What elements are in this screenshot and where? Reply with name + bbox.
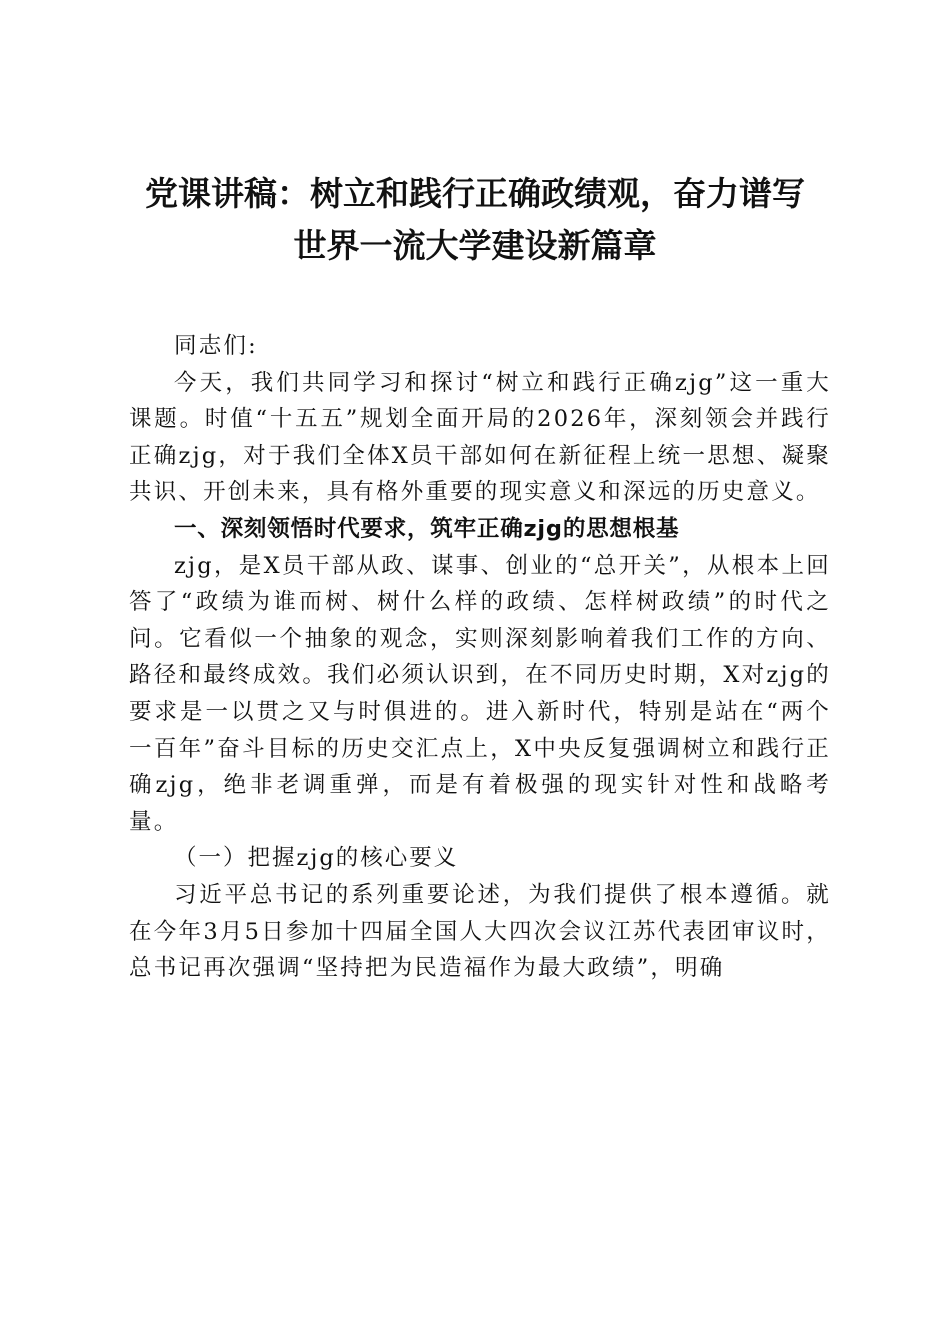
salutation: 同志们:: [174, 333, 258, 359]
document-body: [129, 328, 831, 987]
section-heading-1: 一、深刻领悟时代要求，筑牢正确zjg的思想根基: [174, 515, 680, 542]
paragraph-subsection-1: 习近平总书记的系列重要论述，为我们提供了根本遵循。就在今年3月5日参加十四届全国人大四次会议江苏代表团审议时，总书记再次强调“坚持把为民造福作为最大政绩”，明确: [129, 881, 831, 982]
title-line-1: 党课讲稿：树立和践行正确政绩观，奋力谱写: [145, 174, 805, 213]
subsection-heading-1: （一）把握zjg的核心要义: [174, 845, 459, 872]
document-title: [110, 168, 840, 272]
paragraph-section-1: zjg，是X员干部从政、谋事、创业的“总开关”，从根本上回答了“政绩为谁而树、树什么样的政绩、怎样树政绩”的时代之问。它看似一个抽象的观念，实则深刻影响着我们工作的方向、路径和最终成效。我们必须认识到，在不同历史时期，X对zjg的要求是一以贯之又与时俱进的。进入新时代，特别是站在“两个一百年”奋斗目标的历史交汇点上，X中央反复强调树立和践行正确zjg，绝非老调重弹，而是有着极强的现实针对性和战略考量。: [129, 552, 831, 835]
title-line-2: 世界一流大学建设新篇章: [293, 226, 657, 265]
paragraph-intro: 今天，我们共同学习和探讨“树立和践行正确zjg”这一重大课题。时值“十五五”规划全面开局的2026年，深刻领会并践行正确zjg，对于我们全体X员干部如何在新征程上统一思想、凝聚共识、开创未来，具有格外重要的现实意义和深远的历史意义。: [129, 369, 831, 506]
